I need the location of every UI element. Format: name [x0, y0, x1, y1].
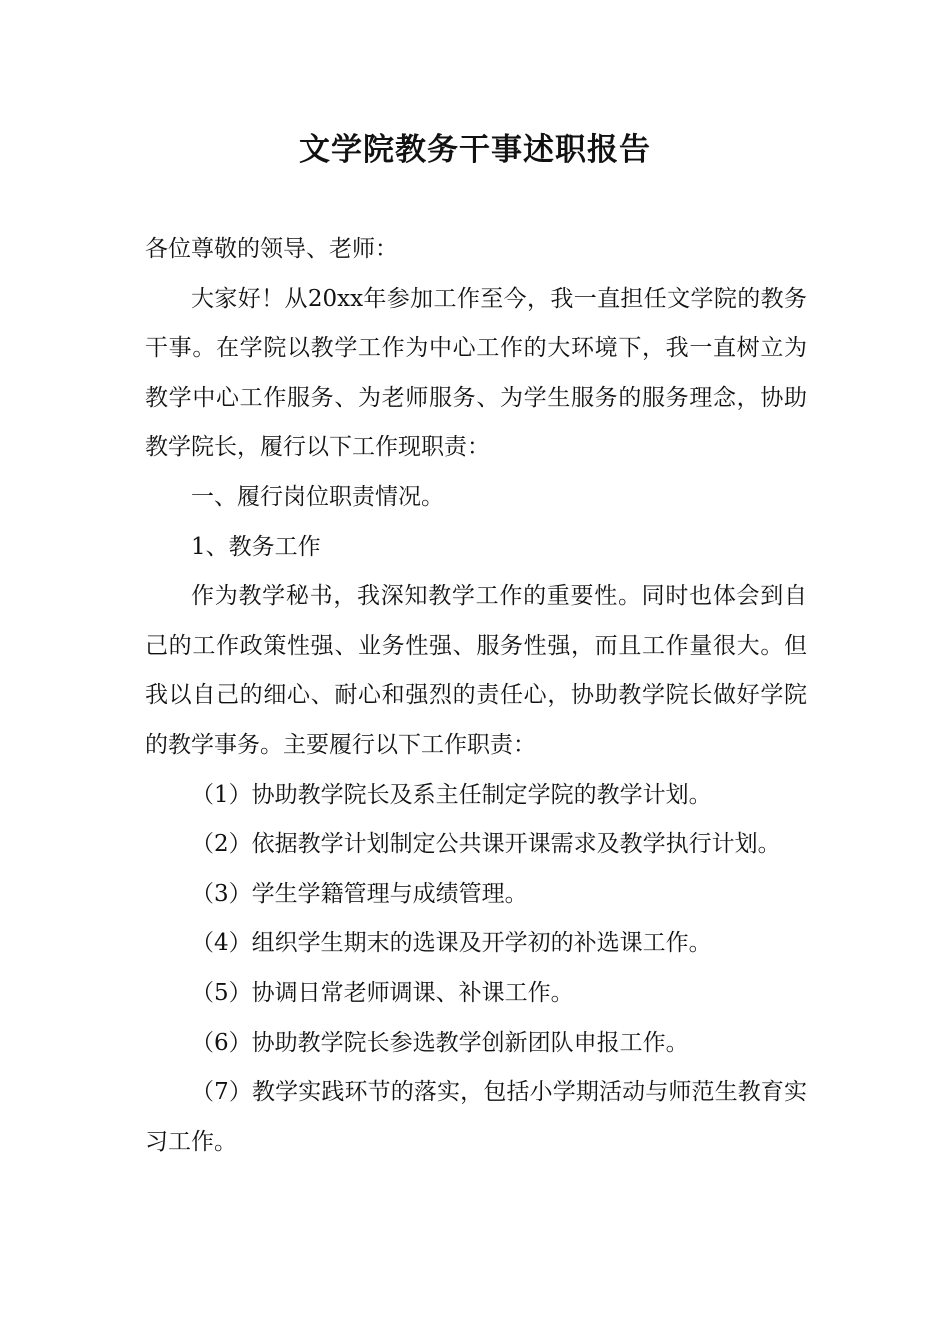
- paragraph-intro: 大家好！从20xx年参加工作至今，我一直担任文学院的教务干事。在学院以教学工作为中心工作的大环境下，我一直树立为教学中心工作服务、为老师服务、为学生服务的服务理念，协助教学院长，履行以下工作现职责：: [145, 285, 807, 461]
- list-item-2: （2）依据教学计划制定公共课开课需求及教学执行计划。: [191, 831, 781, 858]
- list-item-7: （7）教学实践环节的落实，包括小学期活动与师范生教育实习工作。: [145, 1079, 807, 1155]
- list-item-6: （6）协助教学院长参选教学创新团队申报工作。: [191, 1029, 689, 1056]
- list-item-4: （4）组织学生期末的选课及开学初的补选课工作。: [191, 930, 712, 957]
- section-heading-1: 一、履行岗位职责情况。: [191, 483, 444, 510]
- document-title: 文学院教务干事述职报告: [299, 132, 651, 168]
- list-item-1: （1）协助教学院长及系主任制定学院的教学计划。: [191, 781, 712, 808]
- salutation: 各位尊敬的领导、老师：: [145, 236, 398, 262]
- list-item-3: （3）学生学籍管理与成绩管理。: [191, 880, 528, 907]
- subsection-heading-1: 1、教务工作: [191, 533, 321, 560]
- document-body: [145, 225, 807, 1167]
- paragraph-duties: 作为教学秘书，我深知教学工作的重要性。同时也体会到自己的工作政策性强、业务性强、服务性强，而且工作量很大。但我以自己的细心、耐心和强烈的责任心，协助教学院长做好学院的教学事务。主要履行以下工作职责：: [145, 583, 807, 758]
- list-item-5: （5）协调日常老师调课、补课工作。: [191, 979, 574, 1006]
